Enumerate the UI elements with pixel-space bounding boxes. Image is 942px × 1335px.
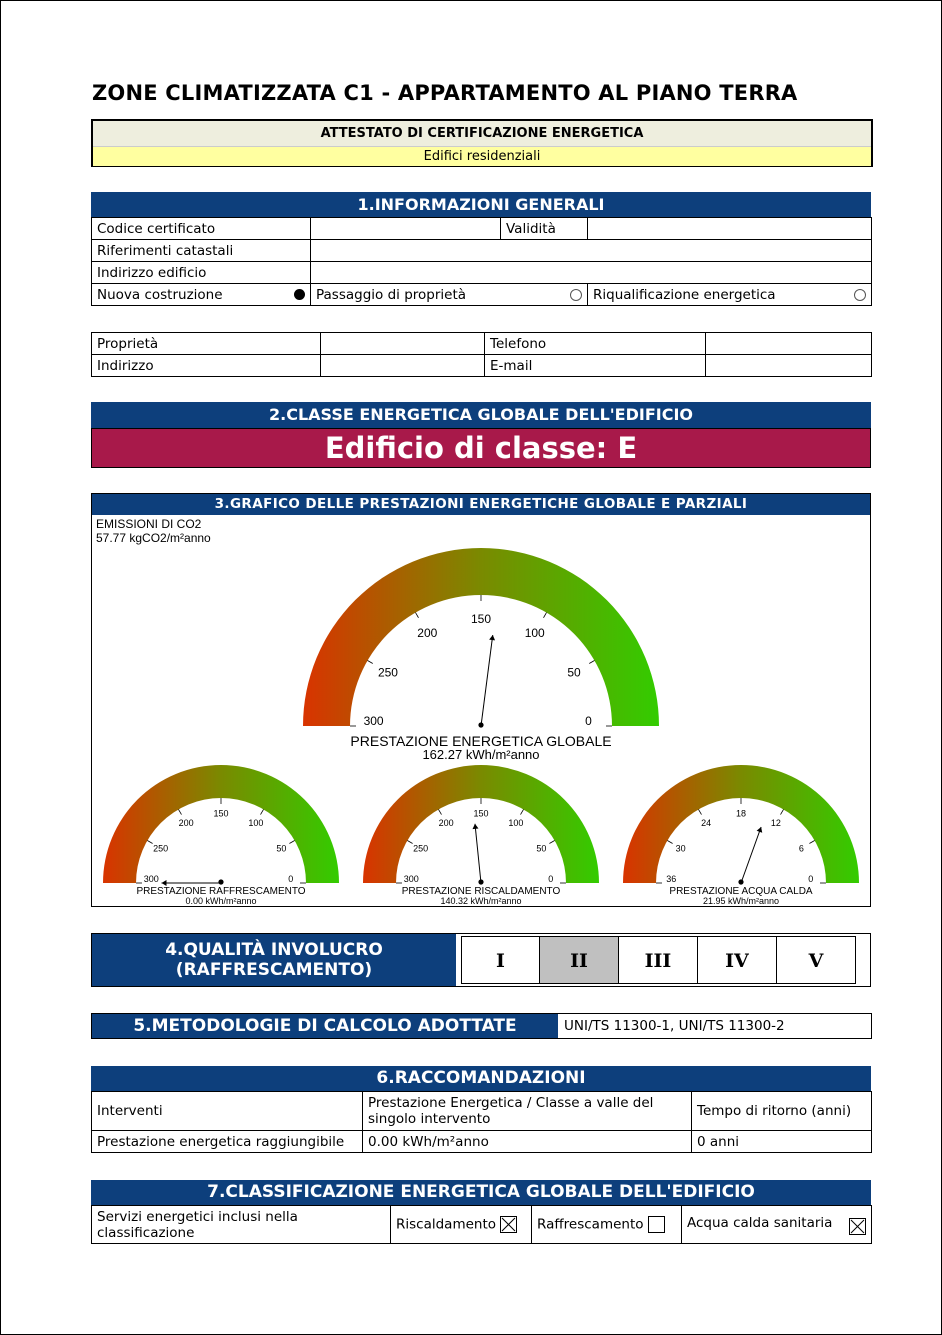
tempo-header: Tempo di ritorno (anni) (692, 1092, 872, 1131)
acqua-gauge-arc (623, 765, 859, 883)
envelope-class-IV: IV (698, 936, 777, 984)
acqua-tick-label: 12 (770, 817, 781, 828)
globale-tick-label: 0 (585, 714, 592, 728)
riscaldamento-tick-mark (549, 841, 554, 844)
riscaldamento-needle-hub (478, 879, 483, 884)
section2-heading: 2.CLASSE ENERGETICA GLOBALE DELL'EDIFICIO (91, 402, 871, 428)
riscaldamento-tick-label: 300 (403, 874, 419, 884)
acqua-tick-label: 24 (701, 817, 712, 828)
raffrescamento-value: 0.00 kWh/m²anno (185, 896, 257, 906)
ace-heading: ATTESTATO DI CERTIFICAZIONE ENERGETICA (93, 121, 871, 146)
globale-needle (481, 635, 493, 726)
globale-label: PRESTAZIONE ENERGETICA GLOBALE (350, 733, 612, 749)
validita-label: Validità (501, 218, 588, 240)
section7-heading: 7.CLASSIFICAZIONE ENERGETICA GLOBALE DELL'EDIFICIO (91, 1180, 871, 1205)
riscaldamento-needle-tip (473, 824, 479, 829)
raffrescamento-gauge-arc (103, 765, 339, 883)
tempo-value: 0 anni (692, 1131, 872, 1153)
indirizzo-label: Indirizzo (92, 355, 321, 377)
globale-gauge-arc (303, 548, 659, 726)
globale-tick-label: 50 (567, 665, 581, 680)
globale-tick-mark (589, 661, 594, 664)
globale-needle-tip (489, 635, 495, 640)
globale-needle-hub (478, 722, 483, 727)
indirizzo-edificio-label: Indirizzo edificio (92, 262, 311, 284)
envelope-class-I: I (461, 936, 540, 984)
ace-subheading: Edifici residenziali (93, 146, 871, 166)
co2-label: EMISSIONI DI CO2 (96, 517, 202, 531)
envelope-class-III: III (619, 936, 698, 984)
acqua-tick-mark (781, 809, 784, 814)
servizi-label: Servizi energetici inclusi nella classificazione (92, 1206, 391, 1244)
raffrescamento-tick-label: 200 (178, 817, 194, 828)
section4-heading-line1: 4.QUALITÀ INVOLUCRO (165, 940, 383, 960)
raffrescamento-tick-mark (261, 809, 264, 814)
energy-class-banner: Edificio di classe: E (91, 428, 871, 468)
envelope-class-II: II (540, 936, 619, 984)
raffrescamento-cell[interactable] (532, 1206, 682, 1244)
raffrescamento-label: Raffrescamento (537, 1216, 644, 1233)
globale-value: 162.27 kWh/m²anno (422, 747, 540, 762)
codice-label: Codice certificato (92, 218, 311, 240)
section4-heading-line2: (RAFFRESCAMENTO) (175, 960, 373, 980)
raffrescamento-label: PRESTAZIONE RAFFRESCAMENTO (136, 886, 306, 897)
acqua-tick-label: 18 (735, 808, 747, 819)
riscaldamento-checkbox-checked[interactable] (500, 1216, 517, 1233)
riqualificazione-label: Riqualificazione energetica (593, 286, 776, 303)
page-title: ZONE CLIMATIZZATA C1 - APPARTAMENTO AL PIANO TERRA (92, 81, 798, 105)
raffrescamento-tick-mark (147, 841, 152, 844)
riferimenti-label: Riferimenti catastali (92, 240, 311, 262)
envelope-quality-scale (461, 936, 856, 984)
envelope-class-V: V (777, 936, 856, 984)
raggiungibile-value: 0.00 kWh/m²anno (363, 1131, 692, 1153)
raffrescamento-tick-mark (289, 841, 294, 844)
riscaldamento-needle (475, 824, 481, 883)
riscaldamento-tick-label: 250 (413, 843, 429, 854)
section6-heading: 6.RACCOMANDAZIONI (91, 1066, 871, 1091)
globale-tick-mark (416, 613, 419, 618)
raffrescamento-tick-label: 50 (276, 843, 287, 854)
acqua-label: Acqua calda sanitaria (687, 1214, 833, 1231)
classification-table (91, 1205, 872, 1244)
riscaldamento-label: Riscaldamento (396, 1216, 497, 1233)
acqua-tick-label: 0 (808, 874, 814, 884)
acqua-tick-mark (667, 841, 672, 844)
raffrescamento-checkbox[interactable] (648, 1216, 665, 1233)
methodology-value: UNI/TS 11300-1, UNI/TS 11300-2 (564, 1018, 785, 1034)
proprieta-label: Proprietà (92, 333, 321, 355)
acqua-tick-label: 6 (798, 843, 804, 854)
acqua-tick-mark (809, 841, 814, 844)
acqua-checkbox-checked[interactable] (849, 1218, 866, 1235)
acqua-cell[interactable] (682, 1206, 872, 1244)
globale-tick-mark (544, 613, 547, 618)
riscaldamento-tick-label: 0 (548, 874, 554, 884)
co2-value: 57.77 kgCO2/m²anno (96, 531, 211, 545)
riscaldamento-gauge-arc (363, 765, 599, 883)
nuova-costruzione-label: Nuova costruzione (97, 286, 223, 303)
acqua-tick-mark (699, 809, 702, 814)
acqua-tick-label: 36 (666, 874, 677, 884)
acqua-value: 21.95 kWh/m²anno (702, 896, 780, 906)
acqua-label: PRESTAZIONE ACQUA CALDA (669, 886, 813, 897)
raffrescamento-tick-mark (179, 809, 182, 814)
raffrescamento-tick-label: 100 (248, 817, 264, 828)
riscaldamento-value: 140.32 kWh/m²anno (440, 896, 522, 906)
riscaldamento-label: PRESTAZIONE RISCALDAMENTO (401, 886, 561, 897)
prestazione-header: Prestazione Energetica / Classe a valle del singolo intervento (363, 1092, 692, 1131)
recommendations-table (91, 1091, 872, 1153)
riscaldamento-cell[interactable] (391, 1206, 532, 1244)
section4-heading (92, 934, 456, 986)
riscaldamento-tick-label: 100 (508, 817, 524, 828)
riscaldamento-tick-mark (407, 841, 412, 844)
interventi-header: Interventi (92, 1092, 363, 1131)
section1-heading: 1.INFORMAZIONI GENERALI (91, 192, 871, 217)
riscaldamento-tick-label: 150 (473, 808, 489, 819)
email-label: E-mail (485, 355, 706, 377)
raffrescamento-tick-label: 0 (288, 874, 294, 884)
passaggio-label: Passaggio di proprietà (316, 286, 467, 303)
raffrescamento-tick-label: 150 (213, 808, 229, 819)
raggiungibile-label: Prestazione energetica raggiungibile (92, 1131, 363, 1153)
acqua-needle (741, 827, 761, 883)
globale-tick-label: 100 (524, 626, 545, 641)
raffrescamento-tick-label: 250 (153, 843, 169, 854)
riscaldamento-tick-label: 200 (438, 817, 454, 828)
raffrescamento-needle-hub (218, 879, 223, 884)
globale-tick-label: 200 (417, 626, 438, 641)
globale-tick-label: 250 (377, 665, 398, 680)
acqua-needle-hub (738, 879, 743, 884)
acqua-tick-label: 30 (675, 843, 686, 854)
raffrescamento-tick-label: 300 (143, 874, 159, 884)
riscaldamento-tick-mark (439, 809, 442, 814)
globale-tick-mark (368, 661, 373, 664)
section3-heading: 3.GRAFICO DELLE PRESTAZIONI ENERGETICHE GLOBALE E PARZIALI (92, 494, 870, 515)
riscaldamento-tick-mark (521, 809, 524, 814)
riscaldamento-tick-label: 50 (536, 843, 547, 854)
telefono-label: Telefono (485, 333, 706, 355)
globale-tick-label: 300 (363, 714, 384, 728)
section5-heading: 5.METODOLOGIE DI CALCOLO ADOTTATE (92, 1014, 558, 1038)
globale-tick-label: 150 (470, 611, 492, 626)
